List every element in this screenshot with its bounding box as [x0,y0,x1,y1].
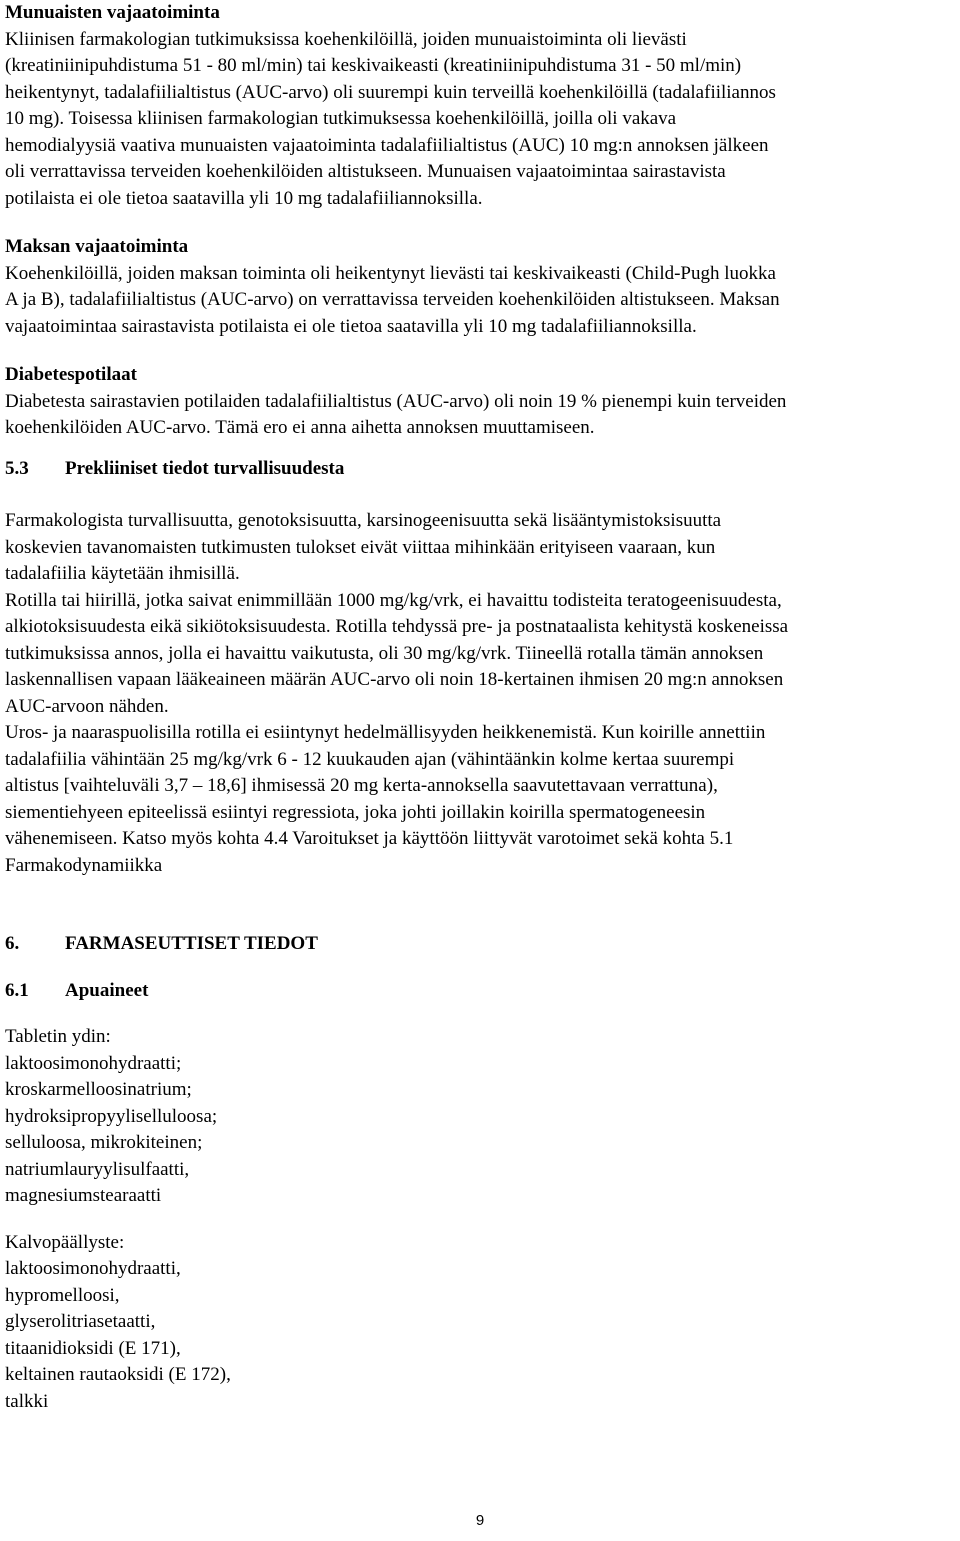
text-line: AUC-arvoon nähden. [5,695,169,717]
text-line: hemodialyysiä vaativa munuaisten vajaatoiminta tadalafiilialtistus (AUC) 10 mg:n annoksen jälkeen [5,134,769,156]
hepatic-impairment-heading: Maksan vajaatoiminta [5,236,189,257]
text-line: laskennallisen vapaan lääkeaineen määrän AUC-arvo oli noin 18-kertainen ihmisen 20 mg:n annoksen [5,669,784,690]
list-label: Kalvopäällyste: [5,1231,125,1253]
text-line: koskevien tavanomaisten tutkimusten tulokset eivät viittaa mihinkään erityiseen vaaraan, kun [5,536,716,558]
renal-impairment-paragraph [5,27,955,213]
section-title: FARMASEUTTISET TIEDOT [65,933,318,954]
text-line: Uros- ja naaraspuolisilla rotilla ei esiintynyt hedelmällisyyden heikkenemistä. Kun koirille annettiin [5,722,766,743]
text-line: Diabetesta sairastavien potilaiden tadalafiilialtistus (AUC-arvo) oli noin 19 % pienempi kuin terveiden [5,390,787,412]
section-number: 5.3 [5,457,29,479]
list-label: Tabletin ydin: [5,1026,111,1047]
list-item: selluloosa, mikrokiteinen; [5,1132,203,1153]
text-line: altistus [vaihteluväli 3,7 – 18,6] ihmisessä 20 mg kerta-annoksella saavutettavaan verrattuna), [5,775,718,796]
text-line: heikentynyt, tadalafiilialtistus (AUC-arvo) oli suurempi kuin terveillä koehenkilöillä (tadalafiiliannos [5,81,776,103]
list-item: kroskarmelloosinatrium; [5,1079,192,1100]
list-item: hypromelloosi, [5,1284,120,1306]
page-number: 9 [475,1512,485,1529]
list-item: glyserolitriasetaatti, [5,1311,156,1332]
section-number: 6.1 [5,979,29,1001]
list-item: keltainen rautaoksidi (E 172), [5,1364,231,1385]
tablet-core-list [5,1024,955,1210]
text-line: (kreatiniinipuhdistuma 51 - 80 ml/min) tai keskivaikeasti (kreatiniinipuhdistuma 31 - 50 ml/min) [5,55,742,76]
film-coating-list [5,1230,955,1416]
document-page [5,0,955,1415]
text-line: tadalafiilia vähintään 25 mg/kg/vrk 6 - 12 kuukauden ajan (vähintäänkin kolme kertaa suurempi [5,748,735,770]
section-number: 6. [5,933,20,954]
text-line: Kliinisen farmakologian tutkimuksissa koehenkilöillä, joiden munuaistoiminta oli lievästi [5,28,687,50]
list-item: magnesiumstearaatti [5,1185,162,1206]
text-line: oli verrattavissa terveiden koehenkilöiden altistukseen. Munuaisen vajaatoimintaa sairastavista [5,161,726,182]
diabetes-heading: Diabetespotilaat [5,364,137,385]
text-line: potilaista ei ole tietoa saatavilla yli 10 mg tadalafiiliannoksilla. [5,187,483,209]
text-line: Farmakodynamiikka [5,854,163,876]
section-5-3-heading [5,456,955,483]
list-item: hydroksipropyyliselluloosa; [5,1105,218,1127]
list-item: laktoosimonohydraatti; [5,1052,182,1074]
text-line: alkiotoksisuudesta eikä sikiötoksisuudesta. Rotilla tehdyssä pre- ja postnataalista kehitystä koskeneissa [5,616,789,637]
hepatic-impairment-paragraph [5,261,955,341]
renal-impairment-heading: Munuaisten vajaatoiminta [5,2,220,23]
text-line: koehenkilöiden AUC-arvo. Tämä ero ei anna aihetta annoksen muuttamiseen. [5,417,595,438]
section-title: Prekliiniset tiedot turvallisuudesta [65,457,345,479]
section-6-1-heading [5,978,955,1005]
list-item: talkki [5,1390,49,1412]
text-line: vajaatoimintaa sairastavista potilaista ei ole tietoa saatavilla yli 10 mg tadalafiiliannoksilla. [5,315,697,337]
preclinical-safety-paragraph [5,508,955,879]
text-line: Koehenkilöillä, joiden maksan toiminta oli heikentynyt lievästi tai keskivaikeasti (Child-Pugh luokka [5,262,776,284]
list-item: laktoosimonohydraatti, [5,1258,181,1279]
text-line: 10 mg). Toisessa kliinisen farmakologian tutkimuksessa koehenkilöillä, joilla oli vakava [5,108,677,129]
text-line: vähenemiseen. Katso myös kohta 4.4 Varoitukset ja käyttöön liittyvät varotoimet sekä kohta 5.1 [5,828,734,849]
text-line: tadalafiilia käytetään ihmisillä. [5,563,240,584]
diabetes-paragraph [5,389,955,442]
text-line: Rotilla tai hiirillä, jotka saivat enimmillään 1000 mg/kg/vrk, ei havaittu todisteita teratogeenisuudesta, [5,589,782,611]
text-line: Farmakologista turvallisuutta, genotoksisuutta, karsinogeenisuutta sekä lisääntymistoksisuutta [5,510,722,531]
text-line: tutkimuksissa annos, jolla ei havaittu vaikutusta, oli 30 mg/kg/vrk. Tiineellä rotalla tämän annoksen [5,642,764,664]
list-item: titaanidioksidi (E 171), [5,1337,181,1359]
section-6-heading [5,931,955,958]
section-title: Apuaineet [65,979,149,1001]
text-line: siementiehyeen epiteelissä esiintyi regressiota, joka johti joillakin koirilla spermatogeneesin [5,801,706,823]
list-item: natriumlauryylisulfaatti, [5,1158,190,1180]
text-line: A ja B), tadalafiilialtistus (AUC-arvo) on verrattavissa terveiden koehenkilöiden altistukseen. Maksan [5,289,780,310]
